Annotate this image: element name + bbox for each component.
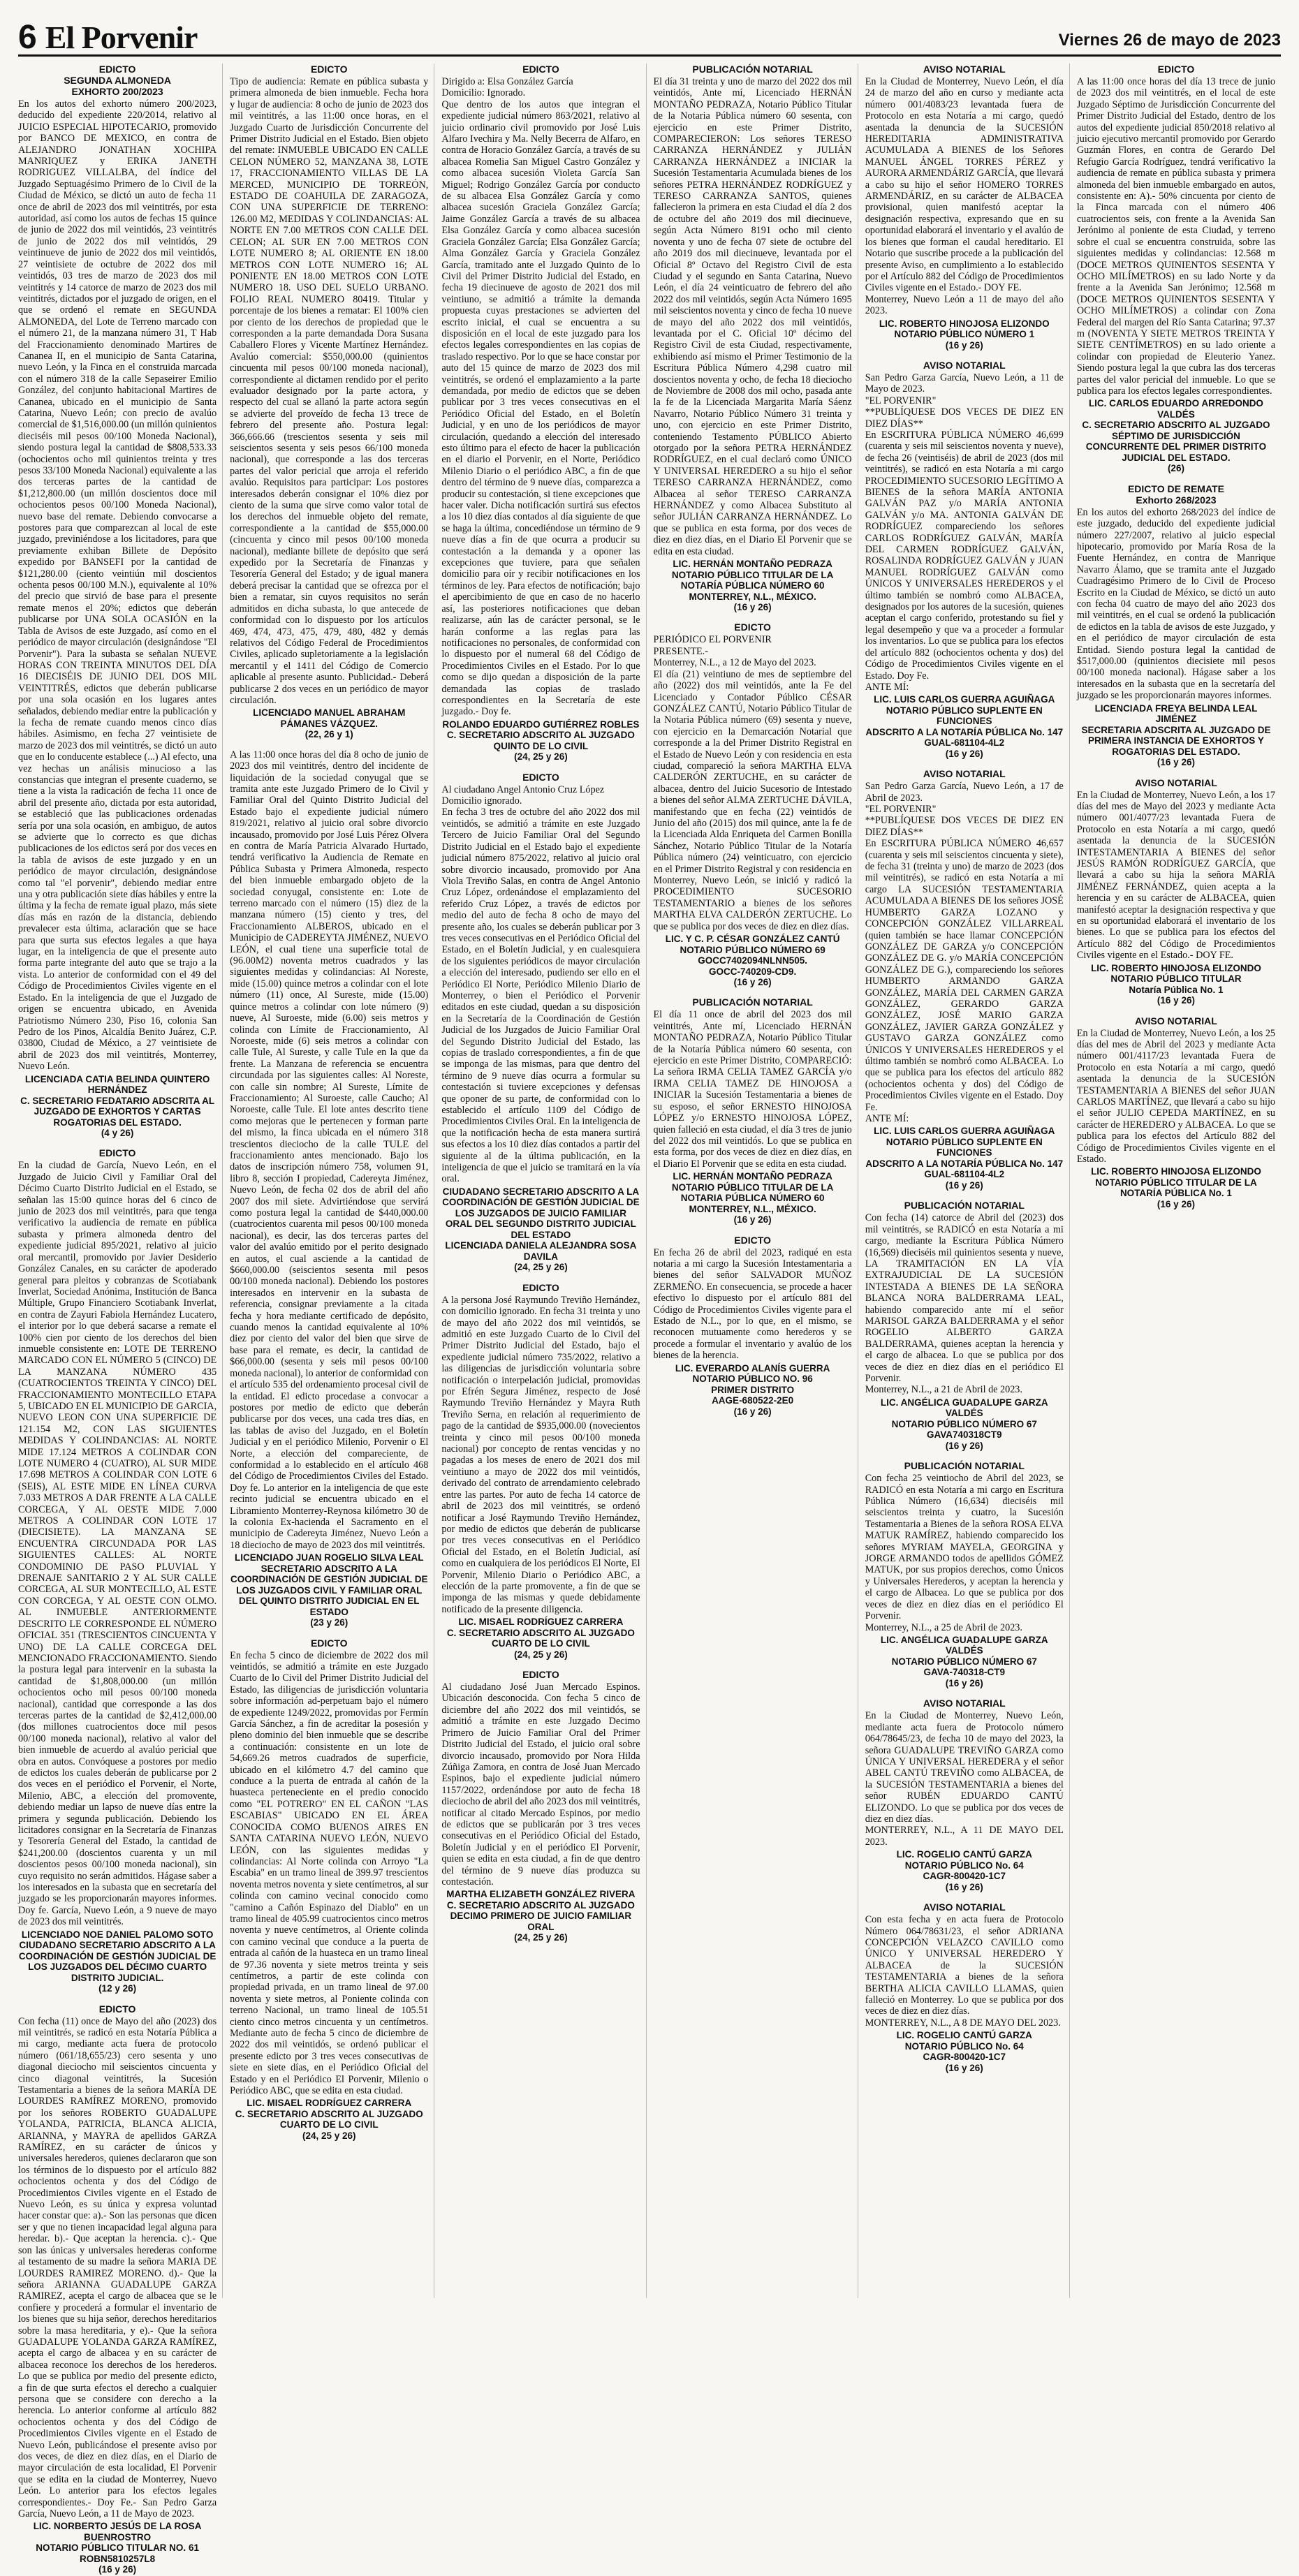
notice-signature [1077,398,1275,463]
legal-notice [18,64,216,1139]
legal-notice [865,1698,1064,1893]
notice-signature-line: CAGR-800420-1C7 [923,2052,1006,2063]
notice-body [441,1681,640,1887]
notice-heading [654,996,852,1008]
notice-heading-line: EDICTO [734,621,771,633]
notice-body-line: Con fecha (11) once de Mayo del año (2023) dos mil veintitrés, se radicó en esta Notaría Pública a mi cargo, mediante acta fuera de protocolo número (061/18,655/23) cero sesenta y uno diagonal dieciocho mil seiscientos cincuenta y cinco diagonal veintitrés, la Sucesión Testamentaria a bienes de la señora MARÍA DE LOURDES RAMÍREZ MORENO, promovido por los señores ROBERTO GUADALUPE YOLANDA, PATRICIA, BLANCA ALICIA, ARIANNA, y MAYRA de apellidos GARZA RAMÍREZ, en su carácter de únicos y universales herederos, quienes declararon que son los términos de lo dispuesto por el artículo 882 ochocientos ochenta y dos del Código de Procedimientos Civiles vigente en el Estado de Nuevo León, es su única y expresa voluntad hacer constar que: a).- Son las personas que dicen ser y que no tienen incapacidad legal alguna para heredar. b).- Que aceptan la herencia. c).- Que son las únicas y universales herederas conforme al testamento de su madre la señora MARIA DE LOURDES RAMIREZ MORENO. d).- Que la señora ARIANNA GUADALUPE GARZA RAMIREZ, acepta el cargo de albacea que se le confiere y procederá a formular el inventario de los bienes que su hija señor, derechos hereditarios sobre la masa hereditaria, y e).- Que la señora GUADALUPE YOLANDA GARZA RAMÍREZ, acepta el cargo de albacea y en su carácter de albacea reconoce los derechos de los herederos. Lo que se publica por medio del presente edicto, a fin de que surta efectos el derecho a cualquier persona que se considere con derecho a la herencia. Lo anterior conforme al artículo 882 ochocientos ochenta y dos del Código de Procedimientos Civiles vigente en el Estado de Nuevo León, publicándose el presente aviso por dos veces, de diez en diez días, en el Diario de mayor circulación de esta localidad, El Porvenir que se edita en la ciudad de Monterrey, Nuevo León. Lo anterior para los efectos legales correspondientes.- Doy Fe.- San Pedro Garza García, Nuevo León, a 11 de Mayo de 2023. [18,2015,217,2520]
notice-heading [441,1669,640,1680]
column-5 [865,64,1070,2298]
notice-signature-line: GOCC7402094NLNN505. [698,955,808,966]
notice-body-line: Con fecha 25 veintiocho de Abril del 2023, se RADICÓ en esta Notaría a mi cargo en Escritura Pública Número (16,634) dieciséis mil seiscientos treinta y cuatro, la Sucesión Testamentaria a Bienes de la señora ROSA ELVA MATUK RAMÍREZ, habiendo comparecido los señores MYRIAM MAYELA, GEORGINA y JORGE ARMANDO todos de apellidos GÓMEZ MATUK, por sus propios derechos, como Únicos y Universales Herederos, y aceptan la herencia y el cargo de Albacea. Lo que se publica por dos veces de diez en diez días en el periódico El Porvenir. [865,1473,1064,1622]
column-3 [441,64,646,2298]
notice-heading-line: SEGUNDA ALMONEDA [64,75,171,86]
notice-body-line: MONTERREY, N.L., A 8 DE MAYO DEL 2023. [865,2017,1061,2029]
column-2 [230,64,434,2298]
notice-body-line: En fecha 3 tres de octubre del año 2022 dos mil veintidós, se admitió a trámite en este Juzgado Tercero de Juicio Familiar Oral del Segundo Distrito Judicial en el Estado bajo el expediente judicial número 875/2022, relativo al juicio oral sobre divorcio incausado, promovido por Ana Viola Treviño Salas, en contra de Angel Antonio Cruz López, ordenándose el emplazamiento del referido Cruz López, a través de edictos por medio del auto de fecha 8 ocho de mayo del presente año, los cuales se deberán publicar por 3 tres veces consecutivas en el Periódico Oficial del Estado, en el Boletín Judicial, y en cualesquiera de los siguientes periódicos de mayor circulación a elección del interesado, pudiendo ser ello en el Periódico El Norte, Periódico Milenio Diario de Monterrey, o bien el Periódico el Porvenir editados en este ciudad, quedan a su disposición en la Secretaría de la Coordinación de Gestión Judicial de los Juzgados de Juicio Familiar Oral del Segundo Distrito Judicial del Estado, las copias de traslado correspondientes, a fin de que se imponga de las mismas, para que dentro del término de 9 nueve días ocurra a formular su contestación si tuviere excepciones y defensas que oponer de su parte, de conformidad con lo establecido el artículo 1109 del Código de Procedimientos Civiles Oral. En la inteligencia de que la notificación hecha de esta manera surtirá sus efectos a los 10 diez días contados a partir del siguiente al de la última publicación, en la inteligencia de que el juicio se tramitará en la vía oral. [441,807,640,1185]
notice-dates-line: (24, 25 y 26) [302,2130,356,2141]
notice-signature-line: NOTARÍA PÚBLICA No. 1 [1120,1188,1232,1199]
notice-heading [865,64,1064,75]
notice-signature [18,1929,216,1984]
notice-body-line: A las 11:00 once horas del día 8 ocho de junio de 2023 dos mil veintitrés, dentro del incidente de liquidación de la sociedad conyugal que se tramita ante este Juzgado Primero de lo Civil y Familiar Oral del Quinto Distrito Judicial del Estado bajo el expediente judicial número 819/2021, relativo al juicio oral sobre divorcio incausado, promovido por José Luis Pérez Olvera en contra de María Patricia Alvarado Hurtado, tendrá verificativo la Audiencia de Remate en Pública Subasta y Primera Almoneda, respecto del bien inmueble embargado objeto de la sociedad conyugal, consistente en: Lote de terreno marcado con el número (15) diez de la manzana número (15) ciento y tres, del Fraccionamiento ALBEROS, ubicado en el Municipio de CADEREYTA JIMÉNEZ, NUEVO LEÓN, el cual tiene una superficie total de (96.00M2) noventa metros cuadrados y las siguientes medidas y colindancias: Al Noreste, mide (15.00) quince metros a colindar con el lote número (11) once, Al Sureste, mide (15.00) quince metros a colindar con lote número (9) nueve, Al Suroeste, mide (6.00) seis metros y colinda con Límite de Fraccionamiento, Al Noroeste, mide (6) seis metros a colindar con calle Tule, Al Sureste, y calle Tule en la que da frente. La Manzana de referencia se encuentra circundada por las siguientes calles: Al Noreste, con calle sin nombre; Al Sureste, Límite de Fraccionamiento; Al Suroeste, calle Caucho; Al Noroeste, calle Tule. El lote antes descrito tiene como mejoras que le pertenecen y forman parte del mismo, la finca ubicada en el número 318 trescientos dieciocho de la calle TULE del fraccionamiento antes mencionado. Bajo los datos de inscripción número 758, volumen 91, libro 8, sección I propiedad, Cadereyta Jiménez, Nuevo León, de fecha 02 dos de abril del año 2007 dos mil siete. Advirtiéndose que servirá como postura legal la cantidad de $440,000.00 (cuatrocientos cuarenta mil pesos 00/100 moneda nacional), es decir, las dos terceras partes del valor del avalúo emitido por el perito designado en autos, el cual asciende a la cantidad de $660,000.00 (seiscientos sesenta mil pesos 00/100 moneda nacional). Debiendo los postores interesados en intervenir en la subasta de referencia, consignar previamente a la citada fecha y hora mediante certificado de depósito, cuando menos la cantidad equivalente al 10% diez por ciento del valor del bien que sirve de base para el remate, es decir, la cantidad de $66,000.00 (sesenta y seis mil pesos 00/100 moneda nacional), lo anterior de conformidad con el artículo 535 del ordenamiento procesal civil de la entidad. El edicto procedase a convocar a postores por medio de edicto que deberán publicarse por dos veces, una cada tres días, en las tablas de aviso del Juzgado, en el Boletín Judicial y en el periódico Milenio, Porvenir o El Norte, a elección del compareciente, de conformidad a lo establecido en el artículo 468 del Código de Procedimientos Civiles del Estado. Doy fe. Lo anterior en la inteligencia de que este recinto judicial se encuentra ubicado en el Libramiento Monterrey-Reynosa kilómetro 30 de la colonia Ex-hacienda el Sacramento en el municipio de Cadereyta Jiménez, Nuevo León a 18 dieciocho de mayo de 2023 dos mil veintitrés. [230,749,429,1551]
notice-heading-line: PUBLICACIÓN NOTARIAL [692,64,813,75]
notice-heading [18,64,216,97]
notice-signature [1077,963,1275,996]
notice-signature-line: LIC. HERNÁN MONTAÑO PEDRAZA [673,1171,832,1182]
legal-notice [18,2003,216,2576]
notice-signature-line: PRIMER DISTRITO [711,1384,795,1395]
notice-heading [230,1637,428,1649]
notice-heading-line: AVISO NOTARIAL [923,64,1006,75]
notice-heading-line: EDICTO [98,2003,136,2015]
notice-signature-line: C. SECRETARIO ADSCRITO AL JUZGADO SÉPTIMO DE JURISDICCIÓN CONCURRENTE DEL PRIMER DISTRITO JUDICIAL DEL ESTADO. [1082,420,1270,463]
notice-dates [865,1678,1064,1689]
notice-signature-line: LICENCIADO JUAN ROGELIO SILVA LEAL [235,1552,424,1563]
notice-signature-line: LIC. CARLOS EDUARDO ARREDONDO VALDÉS [1088,398,1263,420]
notice-signature-line: GAVA-740318-CT9 [923,1667,1006,1678]
notice-heading-line: AVISO NOTARIAL [923,768,1006,780]
notice-signature-line: ADSCRITO A LA NOTARÍA PÚBLICA No. 147 [865,726,1064,737]
notice-body [441,784,640,1185]
legal-notice [865,360,1064,760]
notice-heading [654,64,852,75]
notice-dates [1077,995,1275,1006]
notice-dates-line: (16 y 26) [733,1214,772,1226]
notice-body-line: El día 31 treinta y uno de marzo del 2022 dos mil veintidós, Ante mí, Licenciado HERNÁN MONTAÑO PEDRAZA, Notario Público Titular de la Notaria Pública número 60 sesenta, con ejercicio en este Primer Distrito, COMPARECIERON: Los señores TERESO CARRANZA HERNÁNDEZ y JULIÁN CARRANZA HERNÁNDEZ a INICIAR la Sucesión Testamentaria Acumulada bienes de los señores PETRA HERNÁNDEZ RODRÍGUEZ y TERESO CARRANZA SANTOS, quienes fallecieron la primera en esta Ciudad el día 2 dos de octubre del año 2019 dos mil diecinueve, según Acta Número 8191 ocho mil ciento noventa y uno de fecha 07 siete de octubre del año 2019 dos mil diecinueve, levantada por el Oficial 8º Octavo del Registro Civil de esta Ciudad y el segundo en Santa Catarina, Nuevo León, el día 24 veinticuatro de febrero del año 2022 dos mil veintidós, según Acta Número 1695 mil seiscientos noventa y cinco de fecha 10 nueve de mayo del año 2022 dos mil veintidós, levantada por el C. Oficial 10º décimo del Registro Civil de esta Ciudad, respectivamente, exhibiendo así mismo el Primer Testimonio de la Escritura Pública Número 4,298 cuatro mil doscientos noventa y ocho, de fecha 18 dieciocho de Noviembre de 2008 dos mil ocho, pasada ante la fe de la Licenciada Margarita María Sáenz Navarro, Notario Público Número 31 treinta y uno, con ejercicio en este Primer Distrito, conteniendo Testamento PÚBLICO Abierto otorgado por la señora PETRA HERNÁNDEZ RODRÍGUEZ, en el cual declaró como ÚNICO Y UNIVERSAL HEREDERO a su hijo el señor TERESO CARRANZA HERNÁNDEZ, como Albacea al señor TERESO CARRANZA HERNÁNDEZ y como Albacea Substituto al señor JULIÁN CARRANZA HERNÁNDEZ. Lo que se publica en esta forma, por dos veces de diez en diez días, en el Diario El Porvenir que se edita en esta ciudad. [653,76,852,557]
notice-signature-line: LIC. HERNÁN MONTAÑO PEDRAZA [673,559,832,570]
notice-body-line: En los autos del exhorto número 200/2023, deducido del expediente 220/2014, relativo al JUICIO ESPECIAL HIPOTECARIO, promovido por BANCO DE MEXICO, en contra de ALEJANDRO JONATHAN XOCHIPA MANRIQUEZ y ERIKA JANETH RODRIGUEZ VILLALBA, del índice del Juzgado Septuagésimo Primero de lo Civil de la Ciudad de México, se dictó un auto de fecha 11 once de abril de 2023 dos mil veintitrés, por esta autoridad, así como los autos de fechas 15 quince de junio de 2022 dos mil veintidós, 23 veintitrés de junio de 2022 dos mil veintidós, 29 veintinueve de junio de 2022 dos mil veintidós, 27 veintisiete de octubre de 2022 dos mil veintidós, 03 tres de marzo de 2023 dos mil veintitrés y 14 catorce de marzo de 2023 dos mil veintitrés, dictados por el juzgado de origen, en el que se ordenó el remate en SEGUNDA ALMONEDA, del Lote de Terreno marcado con el número 21, de la manzana número 31, T Hab del Fraccionamiento denominado Martires de Cananea II, en el municipio de Santa Catarina, nuevo León, y la Finca en el construida marcada con el número 318 de la calle Sepaseirer Emilio González, del conjunto habitacional Martires de Cananea, ubicado en el municipio de Santa Catarina, Nuevo León; con precio de avalúo comercial de $1,516,000.00 (un millón quinientos dieciséis mil pesos 00/100 Moneda Nacional), siendo postura legal la cantidad de $808,533.33 (ochocientos ocho mil quinientos treinta y tres pesos 33/100 Moneda Nacional) equivalente a las dos terceras partes de la cantidad de $1,212,800.00 (un millón doscientos doce mil ochocientos pesos 00/100 Moneda Nacional), nuevo base del remate. Debiendo convocarse a postores para que comparezcan al local de este juzgado, previniéndose a los licitadores, para que previamente exhiban Billete de Depósito expedido por BANSEFI por la cantidad de $121,280.00 (ciento veintiún mil doscientos ochenta pesos 00/100 M.N.), equivalente al 10% del precio que sirvió de base para el presente remate menos el 20%; edictos que deberán publicarse por UNA SOLA OCASIÓN en la Tabla de Avisos de este Juzgado, así como en el periódico de mayor circulación (designándose "El Porvenir"). Para la subasta se señalan NUEVE HORAS CON TREINTA MINUTOS DEL DÍA 16 DIECISÉIS DE JUNIO DEL DOS MIL VEINTITRÉS, edictos que deberán publicarse por una sola ocasión en los lugares antes señalados, debiendo mediar entre la publicación y la fecha de remate cuando menos cinco días hábiles. Asimismo, en fecha 27 veintisiete de marzo de 2023 dos mil veintitrés, se dictó un auto que en lo conducente establece (...) Al efecto, una vez hechas un análisis minucioso a las constancias que integran el presente cuaderno, se tiene a la vista la radicación de fecha 11 once de abril del presente año, dictada por esta autoridad, se estableció que las publicaciones ordenadas sería por una sola ocasión, en ambiguo, de autos se advierte que lo correcto es que dichas publicaciones de los edictos será por dos veces en la tabla de avisos de este juzgado y en un periódico de mayor circulación, designándose como tal "el porvenir", debiendo mediar entre una y otra publicación siete días hábiles y entre la última y la fecha de remate igual plazo, más siete días más en razón de la distancia, debiendo prevalecer esta última, aclaración que se hace para que surta sus efectos legales a que haya lugar, en la inteligencia de que el presente auto forma parte integrante del auto que se trajo a la vista. Lo anterior de conformidad con el 49 del Código de Procedimientos Civiles vigente en el Estado. En la inteligencia de que el Juzgado de origen se encuentra ubicado, en Avenida Patriotismo Número 230, Piso 16, colonia San Pedro de los Pinos, Alcaldía Benito Juárez, C.P. 03800, Ciudad de México, a 27 veintisiete de abril de 2023 dos mil veintitrés, Monterrey, Nuevo León. [18,98,217,1073]
notice-heading-line: EDICTO [1157,64,1195,75]
notice-signature-line: Notaría Pública No. 1 [1129,984,1224,995]
legal-notice [654,621,852,988]
notice-body-line: En la Ciudad de Monterrey, Nuevo León, el día 24 de marzo del año en curso y mediante acta número 001/4083/23 levantada fuera de Protocolo en esta Notaría a mi cargo, quedó asentada la denuncia de la SUCESIÓN HEREDITARIA ADMINISTRATIVA ACUMULADA A BIENES de los Señores MANUEL ÁNGEL TORRES PÉREZ y AURORA ARMENDÁRIZ GARCÍA, que llevará a cabo su hijo el señor HOMERO TORRES ARMENDÁRIZ, en su carácter de ALBACEA provisional, quien manifestó aceptar la designación respectiva, expresando que en su oportunidad elaborará el inventario y el avalúo de los bienes que forman el caudal hereditario. El Notario que suscribe procede a la publicación del presente Aviso, en cumplimiento a lo establecido por el Artículo 882 del Código de Procedimientos Civiles vigente en el Estado.- DOY FE. [865,76,1064,294]
notice-signature-line: GUAL-681104-4L2 [924,1169,1005,1180]
notice-body-line: En la ciudad de García, Nuevo León, en el Juzgado de Juicio Civil y Familiar Oral del Décimo Cuarto Distrito Judicial en el Estado, se señalan las 15:00 quince horas del 6 cinco de junio de 2023 dos mil veintitrés, para que tenga verificativo la audiencia de remate en pública subasta y primera almoneda dentro del expediente judicial 895/2021, relativo al juicio oral mercantil, promovido por Javier Desiderio González Canales, en su carácter de apoderado general para pleitos y cobranzas de Scotiabank Inverlat, Sociedad Anónima, Institución de Banca Múltiple, Grupo Financiero Scotiabank Inverlat, en contra de Zayuri Fabiola Hernández Lucatero, el interior por lo que deberá sacarse a remate el 100% cien por ciento de los derechos del bien inmueble consistente en: LOTE DE TERRENO MARCADO CON EL NÚMERO 5 (CINCO) DE LA MANZANA NÚMERO 435 (CUATROCIENTOS TREINTA Y CINCO) DEL FRACCIONAMIENTO MONTECILLO ETAPA 5, UBICADO EN EL MUNICIPIO DE GARCIA, NUEVO LEON CON UNA SUPERFICIE DE 121.154 M2, CON LAS SIGUIENTES MEDIDAS Y COLINDANCIAS: AL NORTE MIDE 17.124 METROS A COLINDAR CON LOTE NUMERO 4 (CUATRO), AL SUR MIDE 17.698 METROS A COLINDAR CON LOTE 6 (SEIS), AL ESTE MIDE EN LÍNEA CURVA 7.033 METROS A DAR FRENTE A LA CALLE CORCEGA, Y AL OESTE MIDE 7.000 METROS A COLINDAR CON LOTE 17 (DIECISIETE). LA MANZANA SE ENCUENTRA CIRCUNDADA POR LAS SIGUIENTES CALLES: AL NORTE CONDOMINIO DE PASO PLUVIAL Y DRENAJE SANITARIO 2 Y AL SUR CALLE CORCEGA, AL SUR MONTECILLO, AL ESTE CON CORCEGA, Y AL OESTE CON OLMO. AL INMUEBLE ANTERIORMENTE DESCRITO LE CORRESPONDE EL NÚMERO OFICIAL 351 (TRESCIENTOS CINCUENTA Y UNO) DE LA CALLE CORCEGA DEL MENCIONADO FRACCIONAMIENTO. Siendo la postura legal para intervenir en la subasta la cantidad de $1,808,000.00 (un millón ochocientos ocho mil pesos 00/100 moneda nacional), cantidad que corresponde a las dos terceras partes de la cantidad de $2,412,000.00 (dos millones cuatrocientos doce mil pesos 00/100 moneda nacional), relativo al valor del bien inmueble de acuerdo al avalúo pericial que obra en autos. Convóquese a postores por medio de edictos los cuales deberán de publicarse por 2 dos veces en el periódico el Porvenir, el Norte, Milenio, ABC, a elección del promovente, debiendo mediar un lapso de nueve días entre la primera y segunda publicación. Debiendo los licitadores consignar en la Secretaría de Finanzas y Tesorería General del Estado, la cantidad de $241,200.00 (doscientos cuarenta y un mil doscientos pesos 00/100 moneda nacional), sin cuyo requisito no serán admitidos. Hágase saber a los interesados en la subasta que en secretaría del juzgado se les proporcionarán mayores informes. Doy fe. García, Nuevo León, a 9 nueve de mayo de 2023 dos mil veintitrés. [18,1160,217,1928]
notice-dates-line: (26) [1167,463,1184,474]
notice-dates-line: (24, 25 y 26) [514,1262,568,1273]
notice-body-line: ANTE MÍ: [865,681,909,693]
notice-signature-line: C. SECRETARIO ADSCRITO AL JUZGADO CUARTO DE LO CIVIL [235,2108,423,2130]
notice-signature-line: C. SECRETARIO ADSCRITO AL JUZGADO CUARTO DE LO CIVIL [446,1627,635,1649]
notice-dates-line: (24, 25 y 26) [514,1932,568,1943]
notice-body-line: Tipo de audiencia: Remate en pública subasta y primera almoneda de bien inmueble. Fecha hora y lugar de audiencia: 8 ocho de junio de 2023 dos mil veintitrés, a las 11:00 once horas, en el Juzgado Cuarto de Jurisdicción Concurrente del Primer Distrito Judicial en el Estado. Bien objeto del remate: INMUEBLE UBICADO EN CALLE CELON NÚMERO 52, MANZANA 38, LOTE 17, FRACCIONAMIENTO VILLAS DE LA MERCED, MUNICIPIO DE TORREÓN, ESTADO DE COAHUILA DE ZARAGOZA, CON UNA SUPERFICIE DE TERRENO: 126.00 M2, MEDIDAS Y COLINDANCIAS: AL NORTE EN 7.00 METROS CON CALLE DEL CELON; AL SUR EN 7.00 METROS CON LOTE NUMERO 8; AL ORIENTE EN 18.00 METROS CON LOTE NUMERO 16; AL PONIENTE EN 18.00 METROS CON LOTE NUMERO 18. USO DEL SUELO URBANO. FOLIO REAL NUMERO 80419. Titular y porcentaje de los bienes a rematar: El 100% cien por ciento de los derechos de propiedad que le corresponden a la parte demandada Dora Susana Caballero Flores y Vicente Martínez Hernández. Avalúo comercial: $550,000.00 (quinientos cincuenta mil pesos 00/100 moneda nacional), correspondiente al dictamen rendido por el perito evaluador designado por la parte actora, y respecto del cual se allanó la parte actora según se advierte del proveído de fecha 13 trece de febrero del presente año. Postura legal: 366,666.66 (trescientos sesenta y seis mil seiscientos sesenta y seis pesos 66/100 moneda nacional), que corresponde a las dos terceras partes del valor pericial que arroja el referido avalúo. Requisitos para participar: Los postores interesados deberán consignar el 10% diez por ciento de la suma que sirve como valor total de los derechos del inmueble objeto del remate, correspondiente a la cantidad de $55,000.00 (cincuenta y cinco mil pesos 00/100 moneda nacional), mediante billete de depósito que será expedido por la Secretaría de Finanzas y Tesorería General del Estado; y de igual manera deberá precisar la cantidad que se ofrezca por el bien a rematar, sin cuyos requisitos no serán admitidos en dicha subasta, lo que antecede de conformidad con lo dispuesto por los artículos 469, 474, 473, 475, 479, 480, 482 y demás relativos del Código Federal de Procedimientos Civiles, aplicado supletoriamente a la legislación mercantil y el 1411 del Código de Comercio aplicable al presente asunto. Publicidad.- Deberá publicarse 2 dos veces en un periódico de mayor circulación. [230,76,429,706]
notice-signature-line: NOTARIO PÚBLICO TITULAR [1110,973,1242,985]
notice-heading-line: PUBLICACIÓN NOTARIAL [692,996,813,1008]
notice-signature-line: MARTHA ELIZABETH GONZÁLEZ RIVERA [446,1889,636,1900]
notice-dates-line: (22, 26 y 1) [304,729,353,740]
notice-body-line: En ESCRITURA PÚBLICA NÚMERO 46,699 (cuarenta y seis mil seiscientos noventa y nueve), de fecha 26 (veintiséis) de abril de 2023 (dos mil veintitrés), se radicó en esta Notaría a mi cargo PROCEDIMIENTO SUCESORIO LEGÍTIMO A BIENES de la señora MARÍA ANTONIA GALVÁN PAZ y/o MARÍA ANTONIA GALVÁN y/o MA. ANTONIA GALVÁN DE RODRÍGUEZ compareciendo los señores CARLOS RODRÍGUEZ GALVÁN, MARÍA DEL CARMEN RODRÍGUEZ GALVÁN, ROSALINDA RODRÍGUEZ GALVÁN y JUAN MANUEL RODRÍGUEZ GALVÁN como ÚNICOS Y UNIVERSALES HEREDEROS y el último también se nombró como ALBACEA, designados por los autores de la sucesión, quienes aceptan el cargo conferido, protestando su fiel y legal desempeño y que va a proceder a formular los inventarios. Lo que se publica para los efectos del artículo 882 (ochocientos ochenta y dos) del Código de Procedimientos Civiles vigente en el Estado. Doy Fe. [865,429,1064,682]
notice-signature-line: NOTARIO PÚBLICO NÚMERO 69 [680,944,825,955]
legal-notice [441,64,640,763]
notice-dates-line: (16 y 26) [945,339,983,351]
notice-heading-line: EDICTO [522,1281,559,1293]
notice-heading-line: AVISO NOTARIAL [923,1698,1006,1709]
notice-signature [230,2098,428,2130]
notice-dates-line: (16 y 26) [945,1677,983,1688]
notice-heading [865,360,1064,371]
notice-body-line: Domicilio: Ignorado. [441,87,526,99]
notice-dates [441,1932,640,1943]
notice-body-line: Dirigido a: Elsa González García [441,76,573,87]
notice-signature-line: LIC. ROBERTO HINOJOSA ELIZONDO [1091,962,1261,973]
notice-dates-line: (16 y 26) [1157,757,1195,768]
notice-dates [865,1882,1064,1893]
notice-signature-line: SECRETARIA ADSCRITA AL JUZGADO DE PRIMERA INSTANCIA DE EXHORTOS Y ROGATORIAS DEL ESTADO. [1081,724,1271,757]
notice-dates-line: (4 y 26) [101,1128,134,1139]
notice-signature-line: LIC. NORBERTO JESÚS DE LA ROSA BUENROSTRO [33,2521,202,2542]
notice-dates-line: (16 y 26) [733,1406,772,1417]
notice-signature-line: SECRETARIO ADSCRITO A LA COORDINACIÓN DE GESTIÓN JUDICIAL DE LOS JUZGADOS CIVIL Y FAMILIAR ORAL DEL QUINTO DISTRITO JUDICIAL EN EL ESTADO [230,1563,428,1617]
notice-signature-line: NOTARIO PÚBLICO NÚMERO 67 [891,1418,1037,1429]
legal-notice [230,1637,428,2142]
notice-heading-line: EDICTO [310,64,348,75]
notice-signature-line: LICENCIADO MANUEL ABRAHAM PÁMANES VÁZQUEZ. [253,707,406,729]
notice-signature [441,1889,640,1932]
notice-signature [441,1617,640,1649]
notice-signature-line: C. SECRETARIO FEDATARIO ADSCRITA AL JUZGADO DE EXHORTOS Y CARTAS ROGATORIAS DEL ESTADO. [20,1095,215,1128]
notice-signature [865,1397,1064,1441]
legal-notice [441,1282,640,1661]
notice-heading-line: EXHORTO 200/2023 [71,86,163,97]
notice-signature-line: LIC. EVERARDO ALANÍS GUERRA [675,1362,830,1374]
legal-notice [1077,1015,1275,1211]
notice-body [654,634,852,932]
notice-body-line: En fecha 5 cinco de diciembre de 2022 dos mil veintidós, se admitió a trámite en este Juzgado Cuarto de lo Civil del Primer Distrito Judicial del Estado, las diligencias de jurisdicción voluntaria sobre información ad-perpetuam bajo el número de expediente 1249/2022, promovidas por Fermín García Sánchez, a fin de acreditar la posesión y pleno dominio del bien inmueble que se describe a continuación: consistente en un lote de 54,669.26 metros cuadrados de superficie, ubicado en el kilómetro 4.7 del camino que conduce a la puerta de entrada al cañón de la huasteca perteneciente en el predio conocido como "EL POTRERO" EN EL CAÑON "LAS ESCABIAS" UBICADO EN EL ÁREA CONOCIDA COMO BUENOS AIRES EN SANTA CATARINA NUEVO LEÓN, NUEVO LEÓN, con las siguientes medidas y colindancias: Al Norte colinda con Arroyo "La Escabia" en un tramo lineal de 399.97 trescientos noventa metros noventa y siete centímetros, al sur colinda con camino vecinal conocido como "camino a Cañón Espinazo del Diablo" en un tramo lineal de 405.99 cuatrocientos cinco metros noventa y nueve centímetros, al Oriente colinda con camino vecinal que conduce a la puerta de entrada al cañón de la huasteca en un tramo lineal de 97.36 noventa y siete metros treinta y seis centímetros, a partir de este colinda con propiedad privada, en un tramo lineal de 97.00 noventa y siete metros, al Poniente colinda con terreno Nacional, un tramo lineal de 105.51 ciento cinco metros cincuenta y un centímetros. Mediante auto de fecha 5 cinco de diciembre de 2022 dos mil veintidós, se ordenó publicar el presente edicto por 3 tres veces consecutivas de siete en siete días, en el Periódico Oficial del Estado y en el Periódico El Porvenir, Milenio o Periódico ABC, que se edita en esta ciudad. [230,1649,429,2097]
notice-body-line: El día 11 once de abril del 2023 dos mil veintitrés, Ante mí, Licenciado HERNÁN MONTAÑO PEDRAZA, Notario Público Titular de la Notaría Pública número 60 sesenta, con ejercicio en este Primer Distrito, COMPARECIÓ: La señora IRMA CELIA TAMEZ GARCÍA y/o IRMA CELIA TAMEZ DE HINOJOSA a INICIAR la Sucesión Testamentaria a bienes de su esposo, el señor ERNESTO HINOJOSA LÓPEZ y/o ERNESTO HINOJOSA LÓPEZ, quien falleció en esta ciudad, el día 3 tres de junio del 2022 dos mil veintidós. Lo que se publica en esta forma, por dos veces de diez en diez días, en el Diario El Porvenir que se edita en esta ciudad. [653,1009,852,1170]
notice-body [865,1710,1064,1848]
notice-heading-line: Exhorto 268/2023 [1136,494,1217,506]
notice-signature-line: NOTARIO PÚBLICO NÚMERO 1 [894,329,1035,340]
notice-dates-line: (16 y 26) [1157,1198,1195,1209]
notice-dates-line: (16 y 26) [945,1179,983,1191]
notice-dates [230,2130,428,2142]
notice-body-line: A la persona José Raymundo Treviño Hernández, con domicilio ignorado. En fecha 31 treinta y uno de mayo del año 2022 dos mil veintidós, se admitió en este Juzgado Cuarto de lo Civil del Primer Distrito Judicial del Estado, bajo el expediente judicial número 735/2022, relativo a las diligencias de jurisdicción voluntaria sobre notificación o interpelación judicial, promovidas por Efrén Segura Jiménez, respecto de José Raymundo Treviño Hernández y Mayra Ruth Treviño Serna, en relación al requerimiento de pago de la cantidad de $935,000.00 (novecientos treinta y cinco mil pesos 00/100 moneda nacional) por concepto de rentas vencidas y no pagadas a los meses de enero de 2021 dos mil veintiuno a mayo de 2022 dos mil veintidós, derivado del contrato de arrendamiento celebrado entre las partes. Por auto de fecha 14 catorce de abril de 2023 dos mil veintitrés, se ordenó notificar a José Raymundo Treviño Hernández, por medio de edictos que deberán de publicarse por tres veces consecutivas en el Periódico Oficial del Estado, en el Boletín Judicial, así como en cualquiera de los periódicos El Norte, El Porvenir, Milenio Diario o Periódico ABC, a elección de la parte promovente, a fin de que se imponga de las mismas y quede debidamente notificado de la presente diligencia. [441,1294,640,1615]
notice-dates [654,1214,852,1226]
notice-signature-line: LIC. ROBERTO HINOJOSA ELIZONDO [879,318,1050,329]
notice-heading [865,1460,1064,1471]
notice-dates-line: (24, 25 y 26) [514,751,568,763]
notice-signature [1077,703,1275,758]
notice-signature-line: LICENCIADA DANIELA ALEJANDRA SOSA DAVILA [445,1240,637,1262]
column-4 [654,64,858,2298]
notice-signature-line: CAGR-800420-1C7 [923,1871,1006,1882]
legal-notice [1077,64,1275,475]
notice-heading [18,1147,216,1158]
notice-dates-line: (16 y 26) [945,1440,983,1451]
notice-body-line: En la Ciudad de Monterrey, Nuevo León, a los 25 días del mes de Abril del 2023 y mediante Acta número 001/4117/23 levantada Fuera de Protocolo en esta Notaría a mi cargo, quedó asentada la denuncia de la SUCESIÓN TESTAMENTARIA A BIENES del señor JUAN CARLOS MARTÍNEZ, que llevará a cabo su hijo el señor JULIO CEPEDA MARTÍNEZ, en su carácter de HEREDERO y ALBACEA. Lo que se publica para los efectos del Artículo 882 del Código de Procedimientos Civiles vigente en el Estado. [1076,1027,1276,1165]
notice-dates [1077,1199,1275,1210]
notice-body-line: "EL PORVENIR" [865,395,937,406]
notice-body-line: En fecha 26 de abril del 2023, radiqué en esta notaria a mi cargo la Sucesión Intestamentaria a bienes del señor SALVADOR MUÑOZ ZERMEÑO. En consecuencia, se procede a hacer efectivo lo dispuesto por el artículo 881 del Código de Procedimientos Civiles vigente para el Estado de N.L., por lo que, en el mismo, se reconocen mutuamente como herederos y se procede a formular el inventario y avalúo de los bienes de la herencia. [653,1246,852,1362]
notice-heading [1077,777,1275,788]
notice-signature-line: AAGE-680522-2E0 [712,1395,794,1406]
notice-body-line: El día (21) veintiuno de mes de septiembre del año (2022) dos mil veintidós, ante la Fe del Licenciado y Contador Público CÉSAR GONZÁLEZ CANTÚ, Notario Público Titular de la Notaria Pública número (69) sesenta y nueve, con ejercicio en la Demarcación Notarial que corresponde a la del Primer Distrito Registral en el Estado de Nuevo León y con residencia en esta ciudad, compareció la señora MARTHA ELVA CALDERÓN ZERTUCHE, en su carácter de albacea, dentro del Juicio Sucesorio de Intestado a bienes del señor ALMA ZERTUCHE DÁVILA, manifestando que en fecha (22) veintidós de Junio del año (2015) dos mil quince, ante la fe de la Licenciada Alda Enriqueta del Carmen Bonilla Sánchez, Notario Público Titular de la Notaría Pública número (24) veinticuatro, con ejercicio en el Primer Distrito Registral y con residencia en Monterrey, Nuevo León, se inició y radicó la PROCEDIMIENTO SUCESORIO TESTAMENTARIO a bienes de los señores MARTHA ELVA CALDERÓN ZERTUCHE. Lo que se publica por dos veces de diez en diez días. [653,668,852,932]
notice-heading-line: AVISO NOTARIAL [1135,1015,1217,1026]
notice-signature-line: ADSCRITO A LA NOTARÍA PÚBLICA No. 147 [865,1158,1064,1169]
notice-body-line: Monterrey, N.L., a 12 de Mayo del 2023. [653,657,816,669]
notice-heading-line: EDICTO [98,1147,136,1159]
column-1 [18,64,223,2575]
notice-body [654,1247,852,1362]
notice-body [654,1009,852,1170]
notice-signature-line: NOTARIO PÚBLICO NÚMERO 67 [891,1656,1037,1667]
notice-signature [18,2521,216,2564]
notice-signature-line: LIC. ANGÉLICA GUADALUPE GARZA VALDÉS [880,1397,1048,1419]
notice-heading-line: AVISO NOTARIAL [1135,777,1217,788]
notice-signature [441,719,640,752]
notice-body [1077,76,1275,397]
notice-signature [654,934,852,977]
notice-signature-line: MONTERREY, N.L., MÉXICO. [689,591,816,602]
notice-signature-line: LIC. ANGÉLICA GUADALUPE GARZA VALDÉS [880,1634,1048,1656]
notice-heading [441,64,640,75]
notice-signature-line: C. SECRETARIO ADSCRITO AL JUZGADO DECIMO PRIMERO DE JUICIO FAMILIAR ORAL [446,1899,635,1932]
notice-body [18,98,216,1073]
notice-heading [441,1282,640,1293]
notice-signature-line: NOTARIO PÚBLICO No. 64 [904,1860,1024,1871]
newspaper-name: El Porvenir [45,20,198,55]
notice-signature-line: CIUDADANO SECRETARIO ADSCRITO A LA COORDINACIÓN DE GESTIÓN JUDICIAL DE LOS JUZGADOS DE JUICIO FAMILIAR ORAL DEL SEGUNDO DISTRITO JUDICIAL DEL ESTADO [442,1186,640,1240]
notice-signature [654,1171,852,1214]
notice-signature [654,559,852,602]
notice-body-line: **PUBLÍQUESE DOS VECES DE DIEZ EN DIEZ DÍAS** [865,406,1064,429]
notice-signature [865,1126,1064,1180]
notice-dates [230,1617,428,1628]
notice-body [230,76,428,706]
notice-body-line: Con esta fecha y en acta fuera de Protocolo Número 064/78631/23, el señor ADRIANA CONCEPCIÓN VELAZCO CAVILLO como ÚNICO Y UNIVERSAL HEREDERO Y ALBACEA de la SUCESIÓN TESTAMENTARIA a bienes de la señora BERTHA ALICIA CAVILLO LLAMAS, quien falleció en Monterrey. Lo que se publica por dos veces de diez en diez días. [865,1914,1064,2017]
notice-signature-line: NOTARIO PÚBLICO TITULAR DE LA [1095,1177,1257,1188]
notice-heading [1077,483,1275,506]
notice-signature-line: ROBN5810257L8 [80,2553,156,2564]
notice-dates [865,2063,1064,2074]
page-number: 6 [18,19,37,56]
notice-signature-line: LIC. MISAEL RODRÍGUEZ CARRERA [247,2098,412,2109]
notice-signature [865,1635,1064,1678]
notice-body-line: En ESCRITURA PÚBLICA NÚMERO 46,657 (cuarenta y seis mil seiscientos cincuenta y siete), de fecha 31 (treinta y uno) de marzo de 2023 (dos mil veintitrés), se radicó en esta Notaría a mi cargo LA SUCESIÓN TESTAMENTARIA ACUMULADA A BIENES DE los señores JOSÉ HUMBERTO GARZA LOZANO y CONCEPCIÓN GONZÁLEZ VILLARREAL (quien también se hace llamar CONCEPCIÓN GONZÁLEZ DE GARZA y/o CONCEPCIÓN GONZÁLEZ DE G. y/o MARÍA CONCEPCIÓN GONZÁLEZ DE G.), compareciendo los señores HUMBERTO ARMANDO GARZA GONZÁLEZ, MARÍA DEL CARMEN GARZA GONZÁLEZ, GERARDO GARZA GONZÁLEZ, JOSÉ MARIO GARZA GONZÁLEZ, JAVIER GARZA GONZÁLEZ y GUSTAVO GARZA GONZÁLEZ como ÚNICOS Y UNIVERSALES HEREDEROS y el último también se nombró como ALBACEA. Lo que se publica para los efectos del artículo 882 (ochocientos ochenta y dos) del Código de Procedimientos Civiles vigente en el Estado. Doy Fe. [865,838,1064,1113]
notice-signature-line: LIC. LUIS CARLOS GUERRA AGUIÑAGA [874,694,1055,705]
notice-dates [654,602,852,613]
notice-body [441,76,640,718]
notice-body-line: Al ciudadano José Juan Mercado Espinos. Ubicación desconocida. Con fecha 5 cinco de diciembre del año 2022 dos mil veintidós, se admitió a trámite en este Juzgado Decimo Primero de Juicio Familiar Oral del Primer Distrito Judicial del Estado, el juicio oral sobre divorcio incausado, promovido por Nora Hilda Zúñiga Zamora, en contra de José Juan Mercado Espinos, bajo el expediente judicial número 1157/2022, ordenándose por auto de fecha 18 dieciocho de abril del año 2023 dos mil veintitrés, notificar al citado Mercado Espinos, por medio de edictos que se publicarán por 3 tres veces consecutivas en el Periódico Oficial del Estado, Boletín Judicial y en el periódico El Porvenir, quien se edita en esta ciudad, a fin de que dentro del término de 9 nueve días produzca su contestación. [441,1681,640,1887]
notice-signature-line: NOTARIO PÚBLICO TITULAR DE LA NOTARÍA PÚBLICA NÚMERO 60 [671,569,834,591]
notice-body-line: En la Ciudad de Monterrey, Nuevo León, a los 17 días del mes de Mayo del 2023 y mediante Acta número 001/4077/23 levantada Fuera de Protocolo en esta Notaría a mi cargo, quedó asentada la denuncia de la SUCESIÓN INTESTAMENTARIA A BIENES del señor JESÚS RAMÓN RODRÍGUEZ GARCÍA, que llevará a cabo su hija la señora MARÍA JIMÉNEZ FERNÁNDEZ, quien acepta a la herencia y en su carácter de ALBACEA, quien manifestó aceptar la designación respectiva y que en su oportunidad elaborará el inventario de los bienes. Lo que se publica para los efectos del Artículo 882 del Código de Procedimientos Civiles vigente en el Estado.- DOY FE. [1076,789,1276,962]
notice-heading-line: EDICTO [310,1637,348,1649]
notice-body [865,781,1064,1124]
notice-body-line: ANTE MÍ: [865,1113,909,1124]
notice-signature-line: LIC. MISAEL RODRÍGUEZ CARRERA [458,1617,624,1628]
notice-heading-line: EDICTO [522,1669,559,1681]
notice-body [865,1914,1064,2029]
notice-body-line: PRESENTE.- [653,645,708,657]
notice-signature-line: NOTARIO PÚBLICO TITULAR DE LA NOTARIA PÚBLICA NÚMERO 60 [671,1182,834,1204]
notice-signature-line: LIC. ROGELIO CANTÚ GARZA [896,1849,1032,1860]
notice-signature [865,1849,1064,1882]
notice-body-line: **PUBLÍQUESE DOS VECES DE DIEZ EN DIEZ DÍAS** [865,815,1064,838]
notice-dates [1077,757,1275,768]
legal-notice [441,1669,640,1944]
notice-signature-line: NOTARIO PÚBLICO No. 64 [904,2040,1024,2052]
notice-dates-line: (16 y 26) [98,2564,137,2575]
notice-heading-line: PUBLICACIÓN NOTARIAL [904,1200,1025,1212]
notice-heading [865,768,1064,779]
notice-signature-line: GAVA740318CT9 [926,1429,1002,1441]
notice-dates [441,1649,640,1661]
notice-dates [654,977,852,988]
notice-body-line: San Pedro Garza García, Nuevo León, a 11 de Mayo de 2023. [865,371,1064,395]
notice-dates-line: (16 y 26) [945,2062,983,2073]
notice-signature-line: NOTARIO PÚBLICO NO. 96 [692,1374,813,1385]
notice-signature [654,1363,852,1406]
notice-signature-line: LIC. ROGELIO CANTÚ GARZA [896,2030,1032,2041]
notice-dates [865,1441,1064,1452]
notice-body [1077,507,1275,702]
notice-signature-line: NOTARIO PÚBLICO SUPLENTE EN FUNCIONES [886,1136,1043,1158]
legal-notice [230,749,428,1629]
notice-signature-line: NOTARIO PÚBLICO TITULAR NO. 61 [36,2542,199,2554]
notice-dates [654,1406,852,1418]
notice-signature-line: LICENCIADO NOE DANIEL PALOMO SOTO [21,1929,214,1940]
notice-signature-line: GOCC-740209-CD9. [708,966,797,977]
notice-dates [18,1128,216,1139]
notice-heading-line: EDICTO [522,771,559,783]
notice-heading [654,621,852,633]
notice-dates [865,340,1064,351]
notice-body [441,1295,640,1615]
notice-heading [865,1698,1064,1709]
notice-signature-line: MONTERREY, N.L., MÉXICO. [689,1203,816,1214]
notice-signature-line: LICENCIADA CATIA BELINDA QUINTERO HERNÁNDEZ [24,1073,210,1096]
notice-signature [865,318,1064,340]
legal-notice [865,64,1064,351]
notice-heading [1077,1015,1275,1026]
notice-dates [441,1262,640,1273]
notice-signature [230,1552,428,1617]
notice-signature-line: LIC. ROBERTO HINOJOSA ELIZONDO [1091,1166,1261,1177]
legal-notice [654,64,852,613]
notice-body-line: A las 11:00 once horas del día 13 trece de junio de 2023 dos mil veintitrés, en el local de este Juzgado Séptimo de Jurisdicción Concurrente del Primer Distrito Judicial del Estado, dentro de los autos del expediente judicial 850/2018 relativo al juicio ejecutivo mercantil promovido por Gerardo Guzmán Flores, en contra de Gerardo Del Refugio García Rodríguez, tendrá verificativo la audiencia de remate en pública subasta y primera almoneda del bien inmueble embargado en autos, consistente en: A).- 50% cincuenta por ciento de la Finca marcada con el número 406 cuatrocientos seis, con frente a la Avenida San Jerónimo al poniente de esta Ciudad, y terreno sobre el cual se encuentra construida, sobre las siguientes medidas y colindancias: 12.568 m (DOCE METROS QUINIENTOS SESENTA Y OCHO MILÍMETROS) en su lado Norte y da frente a la Avenida San Jerónimo; 12.568 m (DOCE METROS QUINIENTOS SESENTA Y OCHO MILÍMETROS) a colindar con Zona Federal del margen del Río Santa Catarina; 97.37 m (NOVENTA Y SIETE METROS TREINTA Y SIETE CENTÍMETROS) en su lado oriente a colindar con propiedad de Eleuterio Yanez. Siendo postura legal la que cubra las dos terceras partes del valor pericial del inmueble. Lo que se publica para los efectos legales correspondientes. [1076,76,1276,397]
columns [18,64,1281,2575]
legal-notice [441,772,640,1274]
masthead [18,15,1281,57]
notice-heading-line: AVISO NOTARIAL [923,359,1006,371]
notice-body-line: Monterrey, N.L., a 21 de Abril de 2023. [865,1384,1022,1396]
notice-signature [865,694,1064,749]
notice-heading [441,772,640,783]
notice-body-line: Al ciudadano Angel Antonio Cruz López [441,783,605,795]
notice-dates-line: (16 y 26) [945,1881,983,1892]
notice-body-line: Monterrey, N.L., a 25 de Abril de 2023. [865,1621,1022,1633]
notice-signature [1077,1166,1275,1199]
issue-date: Viernes 26 de mayo de 2023 [1058,31,1281,50]
notice-body [18,2016,216,2520]
brand [18,21,197,54]
notice-body [865,76,1064,317]
column-6 [1077,64,1281,2298]
notice-dates-line: (16 y 26) [733,977,772,988]
notice-body-line: En los autos del exhorto 268/2023 del índice de este juzgado, deducido del expediente judicial número 227/2007, relativo al juicio especial hipotecario, promovido por María Rosa de la Fuente Hernández, en contra de Manrique Navarro Álamo, que se tramita ante el Juzgado Cuadragésimo Primero de lo Civil de Proceso Escrito en la Ciudad de México, se dictó un auto con fecha 04 cuatro de mayo del año 2023 dos mil veintitrés, en el cual se ordenó la publicación de edictos en la tabla de avisos de este Juzgado, y en el periódico de mayor circulación de esta Entidad. Siendo postura legal la cantidad de $517,000.00 (quinientos diecisiete mil pesos 00/100 moneda nacional). Hágase saber a los interesados en la subasta que en la secretaría del juzgado se les proporcionarán mayores informes. [1076,506,1276,702]
notice-dates-line: (12 y 26) [98,1983,137,1994]
notice-signature-line: LICENCIADA FREYA BELINDA LEAL JIMÉNEZ [1094,702,1258,725]
notice-body [230,749,428,1551]
legal-notice [230,64,428,741]
notice-signature [18,1074,216,1128]
notice-dates [441,751,640,763]
notice-heading [654,1235,852,1246]
notice-heading-line: EDICTO [734,1234,771,1246]
notice-dates [18,2564,216,2575]
notice-heading [865,1901,1064,1913]
notice-signature-line: LIC. Y C. P. CÉSAR GONZÁLEZ CANTÚ [665,934,840,945]
notice-body [654,76,852,557]
legal-notice [865,1200,1064,1452]
notice-dates-line: (16 y 26) [733,602,772,613]
notice-signature-line: GUAL-681104-4L2 [924,737,1005,749]
notice-heading-line: AVISO NOTARIAL [923,1901,1006,1913]
notice-body-line: MONTERREY, N.L., A 11 DE MAYO DEL 2023. [865,1825,1064,1848]
notice-body-line: Monterrey, Nuevo León a 11 de mayo del año 2023. [865,293,1064,317]
notice-heading [1077,64,1275,75]
notice-signature-line: C. SECRETARIO ADSCRITO AL JUZGADO QUINTO DE LO CIVIL [446,730,635,751]
notice-heading-line: EDICTO [98,64,136,75]
notice-body [865,372,1064,693]
notice-heading-line: EDICTO [522,64,559,75]
notice-heading [865,1200,1064,1211]
legal-notice [654,996,852,1226]
notice-dates-line: (16 y 26) [1157,995,1195,1006]
legal-notice [1077,483,1275,769]
notice-body [230,1650,428,2097]
legal-notice [654,1235,852,1418]
notice-body [865,1212,1064,1396]
notice-body [1077,1028,1275,1165]
notice-dates-line: (16 y 26) [945,748,983,759]
notice-body-line: Que dentro de los autos que integran el expediente judicial número 863/2021, relativo al juicio ordinario civil promovido por José Luis Alfaro Ivechira y Ma. Nelly Becerra de Alfaro, en contra de Horacio González García, a través de su albacea Romelia San Miguel Castro González y como albacea sucesión Violeta García San Miguel; Rodrigo González García por conducto de su albacea Elsa González García y como albacea sucesión Graciela González García; Jaime González García a través de su albacea Elsa González García y como albacea sucesión Graciela González García; Elsa González García; Alma González García y Graciela González García, tramitado ante el Juzgado Quinto de lo Civil del Primer Distrito Judicial del Estado, en fecha 19 diecinueve de agosto de 2021 dos mil veintiuno, se admitió a trámite la demanda propuesta cuyas prestaciones se advierten del escrito inicial, el cual se encuentra a su disposición en el local de este juzgado para los efectos legales correspondientes en las copias de traslado respectivo. Por lo que se hace constar por auto del 15 quince de marzo de 2023 dos mil veintitrés, se ordenó el emplazamiento a la parte demandada, por medio de edictos que se deben publicar por 3 tres veces consecutivas en el Periódico Oficial del Estado, en el Boletín Judicial, y en uno de los periódicos de mayor circulación, quedando a elección del interesado esto último para el efecto de hacer la publicación en el diario el Porvenir, en el Norte, Periódico Milenio Diario o el periódico ABC, a fin de que dentro del término de 9 nueve días, comparezca a producir su contestación, si tiene excepciones que hacer valer. Dicha notificación surtirá sus efectos a los 10 diez días contados al día siguiente de que se haga la última, concediéndose un término de 9 nueve días a fin de que ocurra a producir su contestación a la demanda y a oponer las excepciones que tuviere, para que señalen domicilio para oír y recibir notificaciones en los términos de ley. Para efectos de notificación; bajo el apercibimiento de que en caso de no hacerlo así, las posteriores notificaciones que deban realizarse, aún las de carácter personal, se le harán conforme a las reglas para las notificaciones no personales, de conformidad con lo dispuesto por el numeral 68 del Código de Procedimientos Civiles en el Estado. Por lo que como se dijo quedan a disposición de la parte demandada las copias de traslado correspondientes en la Secretaría de este juzgado.- Doy fe. [441,98,640,718]
notice-signature [865,2030,1064,2063]
notice-signature-line: ROLANDO EDUARDO GUTIÉRREZ ROBLES [442,719,640,730]
notice-body [18,1160,216,1927]
notice-heading-line: PUBLICACIÓN NOTARIAL [904,1460,1025,1472]
notice-dates [865,749,1064,760]
notice-signature-line: CIUDADANO SECRETARIO ADSCRITO A LA COORDINACIÓN DE GESTIÓN JUDICIAL DE LOS JUZGADOS DEL DÉCIMO CUARTO DISTRITO JUDICIAL. [18,1940,216,1983]
notice-signature [441,1186,640,1263]
notice-dates [1077,463,1275,474]
notice-body [1077,790,1275,962]
notice-body-line: Con fecha (14) catorce de Abril del (2023) dos mil veintitrés, se RADICÓ en esta Notaría a mi cargo, mediante la Escritura Pública Número (16,569) dieciséis mil quinientos sesenta y nueve, LA TRAMITACIÓN EN LA VÍA EXTRAJUDICIAL DE LA SUCESIÓN INTESTADA A BIENES DE LA SEÑORA BLANCA NORA BALDERRAMA LEAL, habiendo comparecido ante mí el señor MARISOL GARZA BALDERRAMA y el señor ROGELIO ALBERTO GARZA BALDERRAMA, quienes aceptan la herencia y el cargo de albacea. Lo que se publica por dos veces de diez en diez días en el periódico El Porvenir. [865,1212,1064,1384]
legal-notice [865,1901,1064,2074]
notice-signature [230,707,428,729]
notice-signature-line: NOTARIO PÚBLICO SUPLENTE EN FUNCIONES [886,705,1043,727]
notice-body-line: "EL PORVENIR" [865,804,937,816]
notice-body-line: En la Ciudad de Monterrey, Nuevo León, mediante acta fuera de Protocolo número 064/78645/23, de fecha 10 de mayo del 2023, la señora GUADALUPE TREVIÑO GARZA como ÚNICA Y UNIVERSAL HEREDERA y el señor ABEL CANTÚ TREVIÑO como ALBACEA, de la SUCESIÓN TESTAMENTARIA a bienes del señor RUBÉN EDUARDO CANTÚ ELIZONDO. Lo que se publica por dos veces de diez en diez días. [865,1710,1064,1825]
legal-notice [865,1460,1064,1689]
notice-dates-line: (23 y 26) [310,1617,348,1628]
notice-dates [18,1983,216,1994]
notice-heading [230,64,428,75]
notice-heading-line: EDICTO DE REMATE [1127,483,1224,494]
notice-dates [230,729,428,740]
notice-dates [865,1180,1064,1191]
notice-signature-line: LIC. LUIS CARLOS GUERRA AGUIÑAGA [874,1126,1055,1137]
legal-notice [18,1147,216,1994]
notice-body-line: Domicilio ignorado. [441,795,522,807]
notice-body-line: San Pedro Garza García, Nuevo León, a 17 de Abril de 2023. [865,781,1064,804]
notice-body [865,1473,1064,1633]
legal-notice [865,768,1064,1191]
notice-dates-line: (24, 25 y 26) [514,1649,568,1660]
notice-heading [18,2003,216,2015]
notice-body-line: PERIÓDICO EL PORVENIR [653,634,772,646]
legal-notice [1077,777,1275,1007]
